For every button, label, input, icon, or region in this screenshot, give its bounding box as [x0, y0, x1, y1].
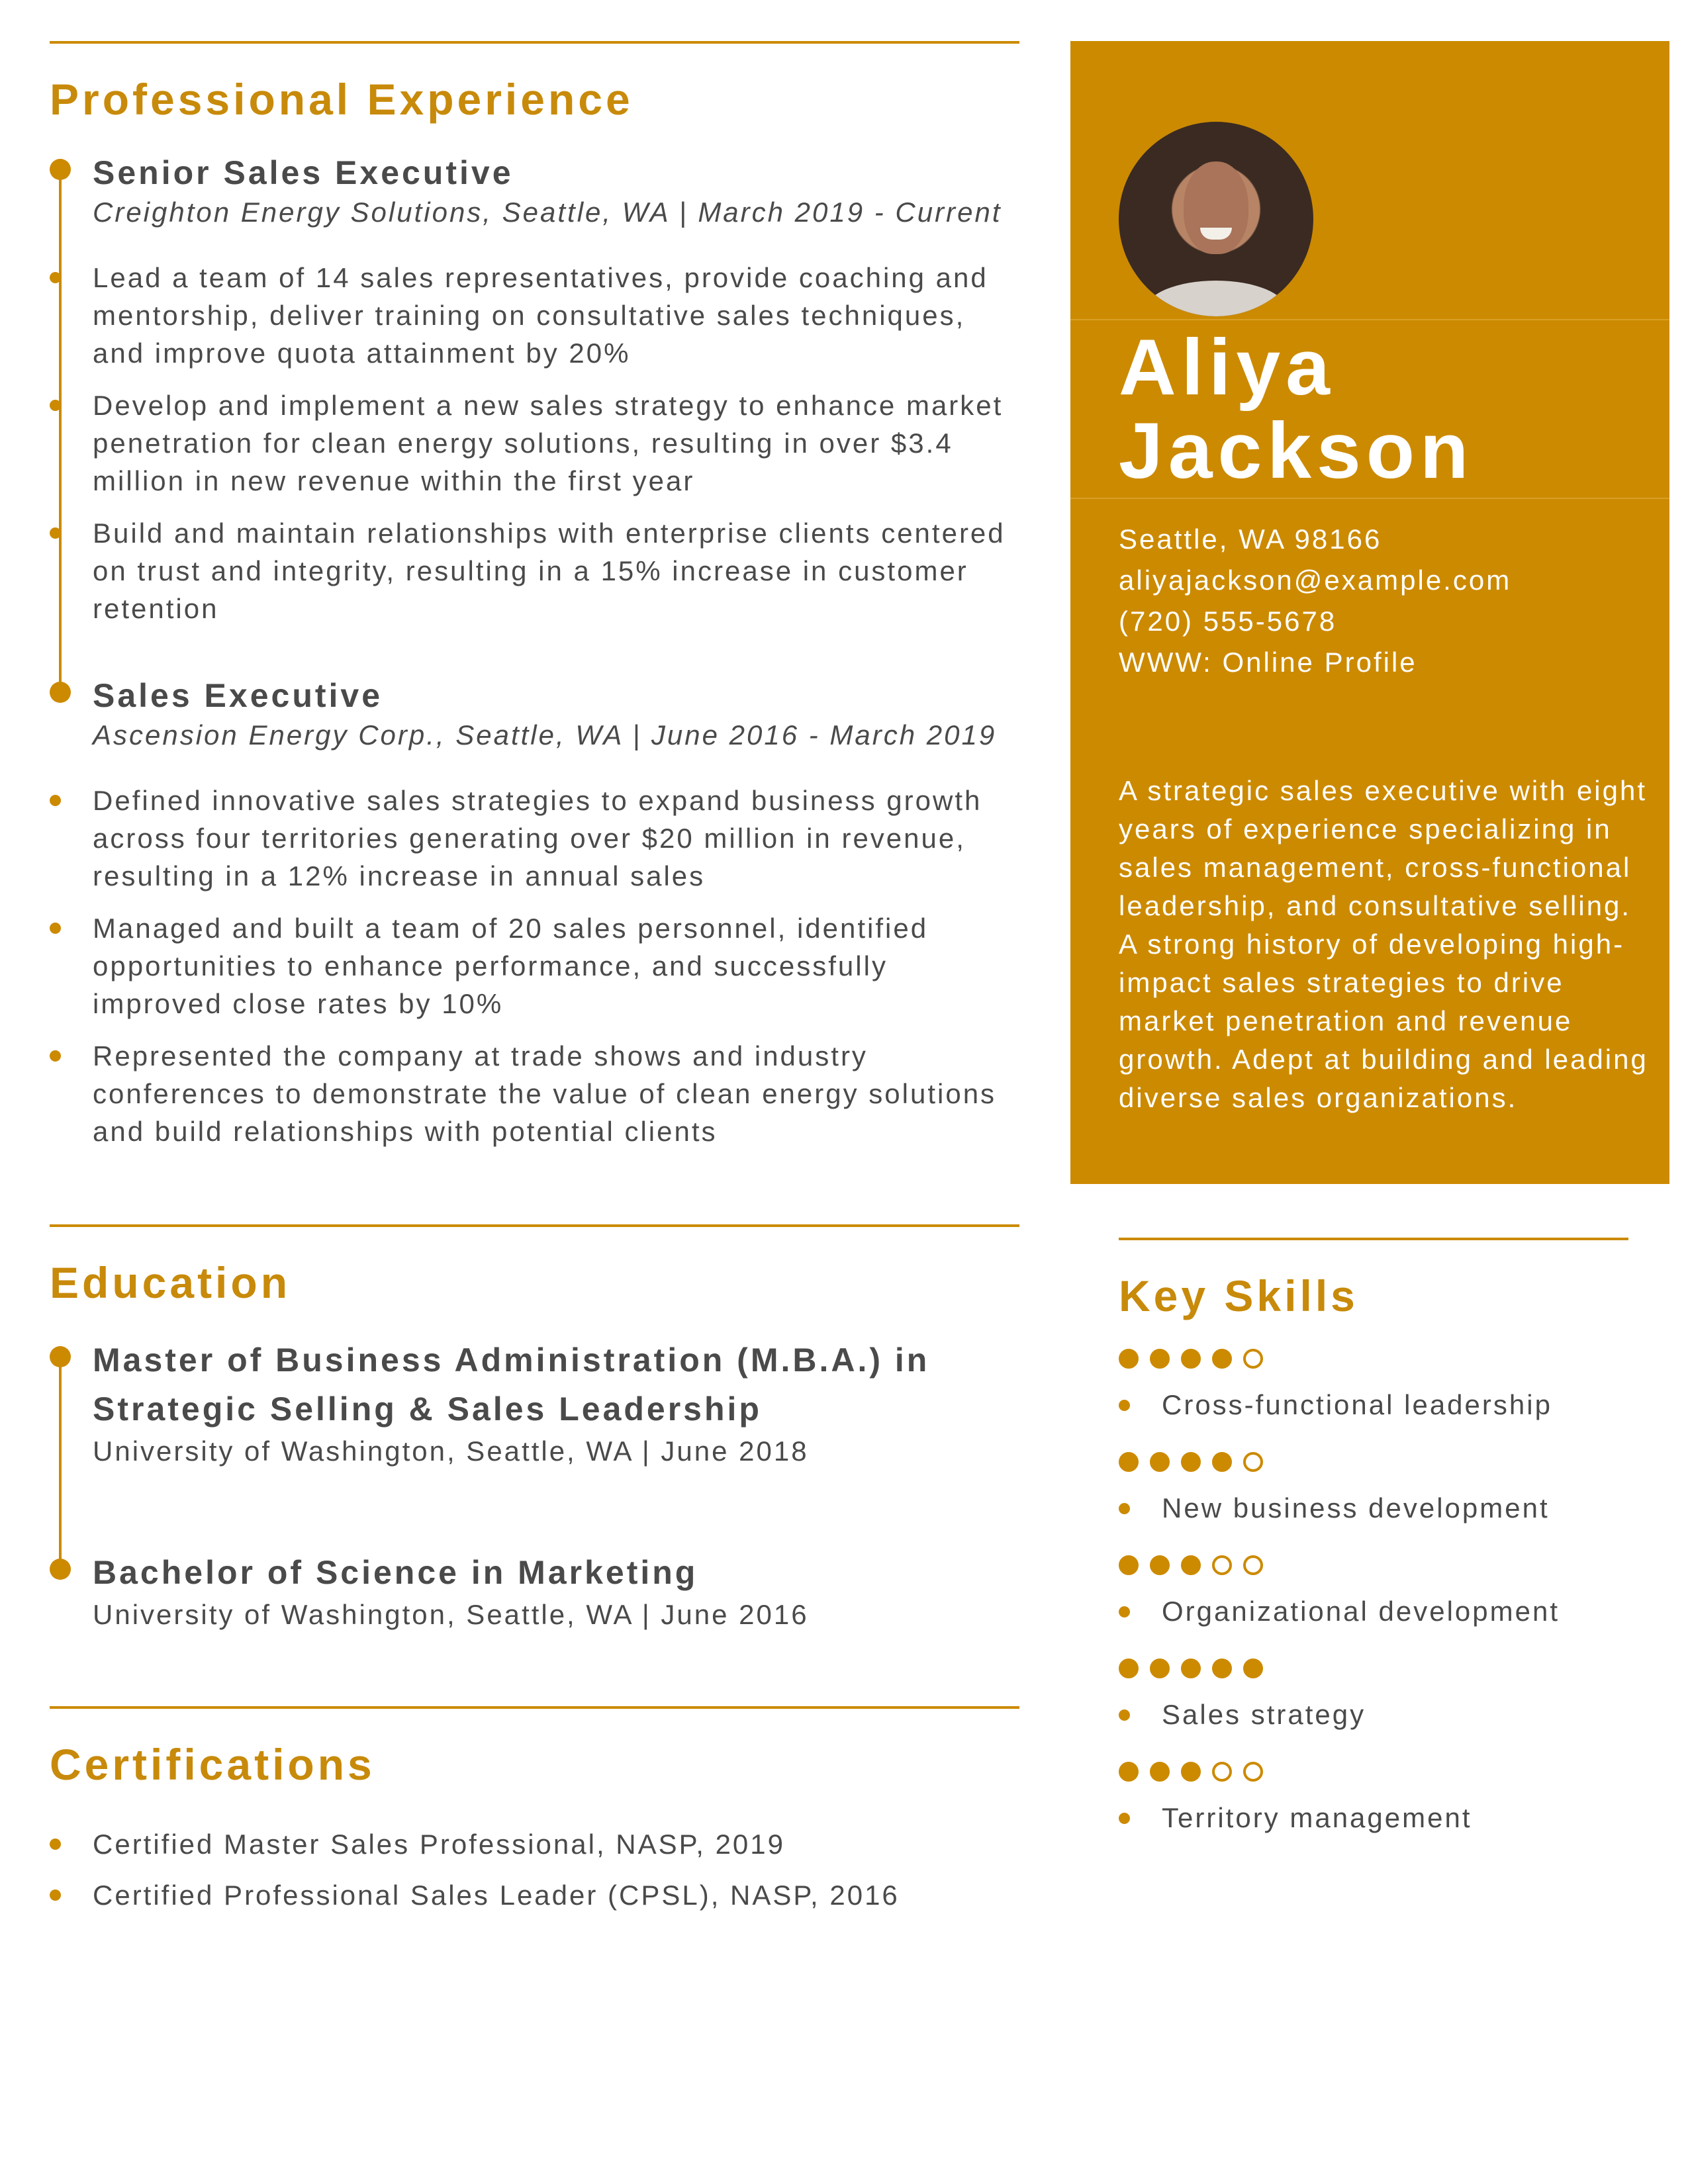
first-name: Aliya — [1119, 323, 1335, 412]
certifications-list — [50, 1825, 1019, 1914]
rating-dot-filled — [1181, 1762, 1201, 1782]
timeline-dot — [50, 682, 71, 703]
rating-dot-filled — [1119, 1659, 1139, 1678]
job-title: Senior Sales Executive — [93, 154, 514, 191]
timeline-dot — [50, 1559, 71, 1580]
panel-divider — [1070, 498, 1669, 499]
skill-name: Sales strategy — [1119, 1698, 1628, 1731]
timeline-dot — [50, 1346, 71, 1367]
experience-timeline — [50, 152, 1019, 1150]
profile-panel — [1070, 41, 1669, 1184]
website-link[interactable]: WWW: Online Profile — [1119, 647, 1417, 678]
section-divider — [50, 1706, 1019, 1709]
profile-summary: A strategic sales executive with eight years of experience specializing in sales management, cross-functional leadership, and consultative selling. A strong history of developing high-impact sales strategies to drive market penetration and revenue growth. Adept at building and leading diverse sales organizations. — [1119, 775, 1648, 1113]
rating-dot-filled — [1181, 1349, 1201, 1369]
education-entry — [93, 1336, 1019, 1470]
job-bullet: Develop and implement a new sales strategy to enhance market penetration for clean energy solutions, resulting in over $3.4 million in new revenue within the first year — [50, 387, 1019, 500]
section-divider — [1119, 1238, 1628, 1240]
rating-dot-filled — [1181, 1659, 1201, 1678]
rating-dot-empty — [1212, 1762, 1232, 1782]
rating-dot-filled — [1150, 1452, 1170, 1472]
skill-rating — [1119, 1349, 1628, 1369]
rating-dot-empty — [1243, 1555, 1263, 1575]
timeline-dot — [50, 159, 71, 180]
skill-rating — [1119, 1762, 1628, 1782]
rating-dot-filled — [1181, 1452, 1201, 1472]
job-bullet: Build and maintain relationships with enterprise clients centered on trust and integrity, resulting in a 15% increase in customer retention — [50, 514, 1019, 627]
degree-title: Bachelor of Science in Marketing — [93, 1553, 698, 1591]
section-divider — [50, 41, 1019, 44]
experience-heading: Professional Experience — [50, 75, 633, 124]
skills-heading: Key Skills — [1119, 1271, 1358, 1320]
job-entry — [93, 675, 1019, 1150]
rating-dot-filled — [1119, 1349, 1139, 1369]
skill-item — [1119, 1452, 1628, 1525]
skill-rating — [1119, 1452, 1628, 1472]
skill-name: Cross-functional leadership — [1119, 1388, 1628, 1422]
job-bullet: Represented the company at trade shows and industry conferences to demonstrate the value of clean energy solutions and build relationships with potential clients — [50, 1037, 1019, 1150]
job-bullets — [50, 259, 1019, 627]
skills-section — [1119, 1238, 1628, 1835]
skill-item — [1119, 1555, 1628, 1628]
email-link[interactable]: aliyajackson@example.com — [1119, 565, 1512, 596]
rating-dot-filled — [1150, 1659, 1170, 1678]
rating-dot-empty — [1243, 1452, 1263, 1472]
job-entry — [93, 152, 1019, 627]
rating-dot-empty — [1212, 1555, 1232, 1575]
rating-dot-empty — [1243, 1762, 1263, 1782]
degree-meta: University of Washington, Seattle, WA | June 2016 — [93, 1598, 809, 1630]
job-bullet: Managed and built a team of 20 sales personnel, identified opportunities to enhance performance, and successfully improved close rates by 10% — [50, 909, 1019, 1023]
skill-name: Organizational development — [1119, 1595, 1628, 1628]
certification-item: Certified Professional Sales Leader (CPSL), NASP, 2016 — [50, 1876, 1019, 1914]
skill-item — [1119, 1762, 1628, 1835]
job-title: Sales Executive — [93, 677, 383, 715]
skill-name: Territory management — [1119, 1801, 1628, 1835]
panel-divider — [1070, 319, 1669, 320]
phone: (720) 555-5678 — [1119, 606, 1337, 637]
rating-dot-filled — [1119, 1555, 1139, 1575]
certifications-heading: Certifications — [50, 1739, 375, 1789]
photo-shirt — [1145, 281, 1287, 316]
rating-dot-filled — [1212, 1349, 1232, 1369]
rating-dot-filled — [1212, 1659, 1232, 1678]
rating-dot-filled — [1150, 1349, 1170, 1369]
timeline-line — [59, 1346, 62, 1565]
last-name: Jackson — [1119, 406, 1474, 495]
rating-dot-filled — [1243, 1659, 1263, 1678]
degree-meta: University of Washington, Seattle, WA | June 2018 — [93, 1435, 809, 1467]
rating-dot-filled — [1119, 1762, 1139, 1782]
skill-name: New business development — [1119, 1492, 1628, 1525]
education-timeline — [50, 1336, 1019, 1633]
contact-info — [1119, 519, 1511, 683]
candidate-name — [1119, 323, 1474, 495]
education-heading: Education — [50, 1258, 291, 1308]
rating-dot-filled — [1150, 1555, 1170, 1575]
skill-rating — [1119, 1659, 1628, 1678]
rating-dot-filled — [1150, 1762, 1170, 1782]
section-divider — [50, 1224, 1019, 1227]
job-bullet: Defined innovative sales strategies to expand business growth across four territories generating over $20 million in revenue, resulting in a 12% increase in annual sales — [50, 782, 1019, 895]
job-bullets — [50, 782, 1019, 1150]
education-entry — [93, 1548, 1019, 1633]
rating-dot-filled — [1119, 1452, 1139, 1472]
job-meta: Ascension Energy Corp., Seattle, WA | June 2016 - March 2019 — [93, 719, 997, 751]
skill-rating — [1119, 1555, 1628, 1575]
job-bullet: Lead a team of 14 sales representatives, provide coaching and mentorship, deliver training on consultative sales techniques, and improve quota attainment by 20% — [50, 259, 1019, 372]
certification-item: Certified Master Sales Professional, NASP, 2019 — [50, 1825, 1019, 1863]
rating-dot-empty — [1243, 1349, 1263, 1369]
skills-list — [1119, 1349, 1628, 1835]
address: Seattle, WA 98166 — [1119, 523, 1382, 555]
photo-face — [1184, 161, 1248, 254]
degree-title: Master of Business Administration (M.B.A.) in Strategic Selling & Sales Leadership — [93, 1342, 930, 1428]
skill-item — [1119, 1659, 1628, 1731]
job-meta: Creighton Energy Solutions, Seattle, WA | March 2019 - Current — [93, 196, 1002, 228]
main-column — [50, 41, 1019, 1914]
skill-item — [1119, 1349, 1628, 1422]
profile-photo — [1119, 122, 1313, 316]
rating-dot-filled — [1181, 1555, 1201, 1575]
rating-dot-filled — [1212, 1452, 1232, 1472]
